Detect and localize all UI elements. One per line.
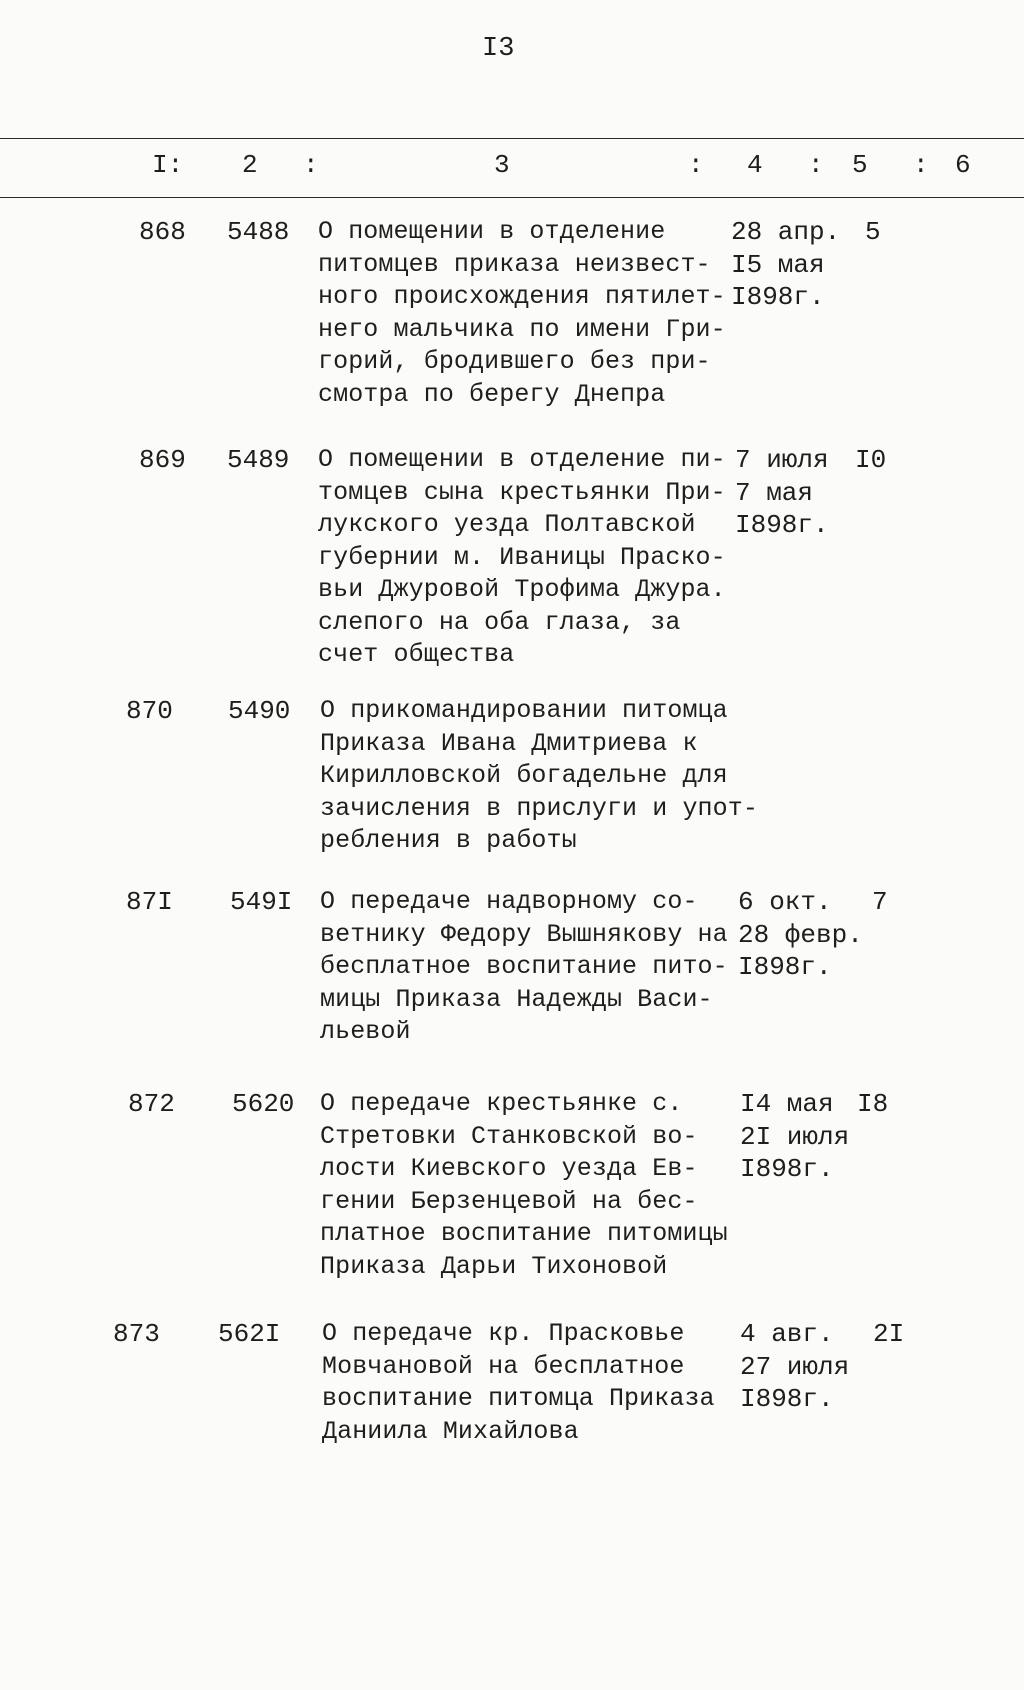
date-line: 4 авг. [740, 1319, 834, 1349]
description-line: О передаче надворному со- [320, 887, 698, 916]
description-line: льевой [320, 1017, 411, 1046]
description-line: Мовчановой на бесплатное [322, 1351, 685, 1381]
row-code: 5490 [228, 696, 291, 726]
row-code: 5489 [227, 445, 290, 475]
date-line: 7 июля [735, 445, 829, 475]
row-code: 5620 [232, 1089, 295, 1119]
description-line: платное воспитание питомицы [320, 1219, 728, 1248]
row-description [320, 1088, 728, 1283]
description-line: горий, бродившего без при- [318, 347, 711, 376]
header-col4: 4 [747, 150, 763, 180]
date-line: 28 февр. [738, 919, 863, 950]
description-line: счет общества [318, 640, 515, 669]
date-line: 6 окт. [738, 887, 832, 917]
row-number: 872 [128, 1089, 175, 1119]
row-code: 549I [230, 887, 293, 917]
row-code: 562I [218, 1319, 281, 1349]
description-line: лукского уезда Полтавской [318, 510, 696, 539]
header-col3: 3 [494, 150, 510, 180]
description-line: О передаче кр. Прасковье [322, 1319, 685, 1348]
description-line: Приказа Дарьи Тихоновой [320, 1251, 668, 1281]
description-line: зачисления в прислуги и упот- [320, 793, 758, 823]
row-sheet-count: 7 [872, 887, 888, 917]
description-line: О прикомандировании питомца [320, 696, 728, 725]
date-line: I898г. [735, 510, 829, 540]
date-line: I898г. [740, 1154, 834, 1184]
row-code: 5488 [227, 217, 290, 247]
row-number: 87I [126, 887, 173, 917]
description-line: Стретовки Станковской во- [320, 1121, 698, 1151]
row-description [318, 216, 726, 411]
row-dates [740, 1318, 849, 1416]
row-sheet-count: I8 [857, 1089, 889, 1119]
description-line: смотра по берегу Днепра [318, 379, 666, 409]
date-line: 7 мая [735, 477, 814, 508]
description-line: томцев сына крестьянки При- [318, 477, 726, 507]
row-number: 869 [139, 445, 186, 475]
description-line: гении Берзенцевой на бес- [320, 1186, 698, 1216]
description-line: бесплатное воспитание пито- [320, 952, 728, 981]
description-line: Кирилловской богадельне для [320, 761, 728, 790]
description-line: вьи Джуровой Трофима Джура. [318, 575, 726, 604]
date-line: 2I июля [740, 1121, 850, 1152]
date-line: I898г. [731, 282, 825, 312]
header-col5: 5 [852, 150, 868, 180]
page-number: I3 [482, 34, 515, 64]
description-line: него мальчика по имени Гри- [318, 314, 726, 344]
date-line: I898г. [740, 1384, 834, 1414]
description-line: ребления в работы [320, 826, 577, 855]
description-line: воспитание питомца Приказа [322, 1384, 715, 1413]
header-col6: 6 [955, 150, 971, 180]
header-sep4: : [913, 150, 929, 180]
row-description [322, 1318, 715, 1448]
table-top-rule [0, 138, 1024, 139]
row-number: 873 [113, 1319, 160, 1349]
description-line: О помещении в отделение [318, 217, 666, 246]
description-line: ветнику Федору Вышнякову на [320, 919, 728, 949]
row-dates [735, 444, 829, 542]
date-line: 27 июля [740, 1351, 850, 1382]
row-sheet-count: 5 [865, 217, 881, 247]
row-number: 870 [126, 696, 173, 726]
row-dates [740, 1088, 849, 1186]
description-line: губернии м. Иваницы Праско- [318, 542, 726, 572]
date-line: I898г. [738, 952, 832, 982]
row-dates [731, 216, 840, 314]
description-line: лости Киевского уезда Ев- [320, 1154, 698, 1183]
date-line: I5 мая [731, 249, 825, 280]
row-number: 868 [139, 217, 186, 247]
description-line: мицы Приказа Надежды Васи- [320, 984, 713, 1014]
row-sheet-count: I0 [855, 445, 887, 475]
row-sheet-count: 2I [873, 1319, 905, 1349]
header-col2: 2 [242, 150, 258, 180]
row-description [320, 886, 728, 1049]
table-header-rule [0, 197, 1024, 198]
description-line: Даниила Михайлова [322, 1416, 579, 1446]
header-sep3: : [808, 150, 824, 180]
description-line: Приказа Ивана Дмитриева к [320, 728, 698, 758]
date-line: I4 мая [740, 1089, 834, 1119]
header-col1: I: [152, 150, 184, 180]
header-sep1: : [303, 150, 319, 180]
header-sep2: : [688, 150, 704, 180]
row-description [320, 695, 758, 858]
row-dates [738, 886, 863, 984]
description-line: О помещении в отделение пи- [318, 445, 726, 474]
description-line: О передаче крестьянке с. [320, 1089, 683, 1118]
date-line: 28 апр. [731, 217, 841, 247]
description-line: питомцев приказа неизвест- [318, 249, 711, 279]
row-description [318, 444, 726, 672]
description-line: ного происхождения пятилет- [318, 282, 726, 311]
description-line: слепого на оба глаза, за [318, 607, 681, 637]
